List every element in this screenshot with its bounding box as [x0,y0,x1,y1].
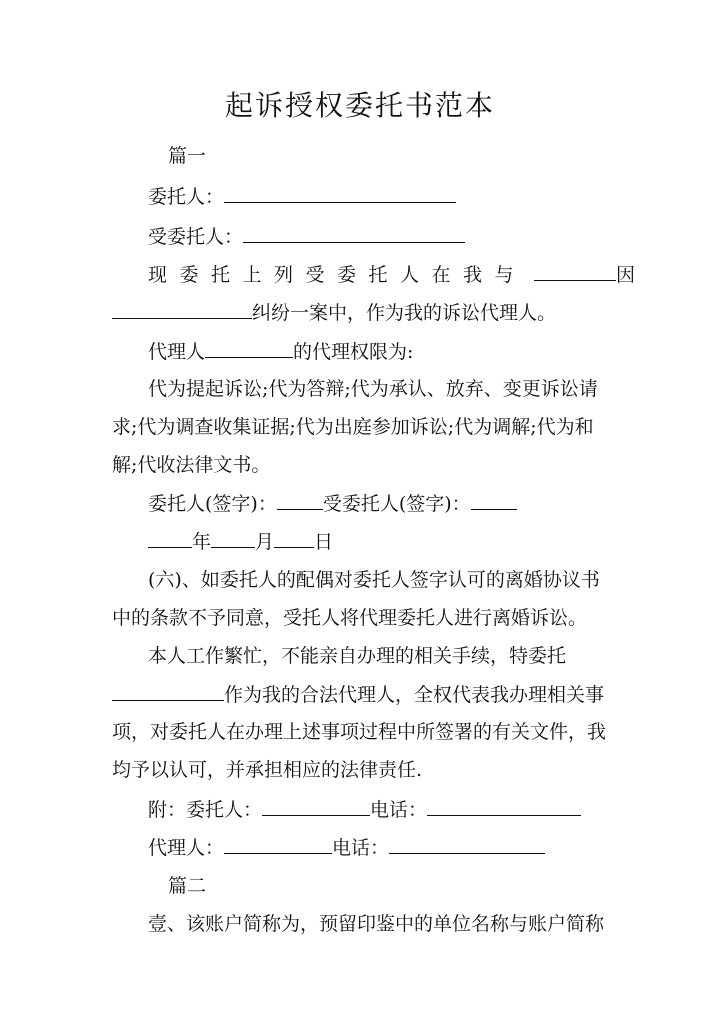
paragraph-7-line-2 [112,680,612,709]
paragraph-6-line-2: 中的条款不予同意，受托人将代理委托人进行离婚诉讼。 [112,607,588,629]
section-heading-1: 篇一 [168,145,207,167]
agent-line [148,222,648,251]
date-line [148,527,648,556]
month-label: 月 [255,531,275,553]
day-blank [274,527,314,548]
document-title: 起诉授权委托书范本 [224,89,495,122]
client-signature-label: 委托人(签字)： [148,493,277,515]
paragraph-3 [148,337,648,366]
paragraph-7-line-4: 均予以认可，并承担相应的法律责任. [112,759,423,781]
paragraph-7-line-3: 项，对委托人在办理上述事项过程中所签署的有关文件，我 [112,721,607,743]
client-label: 委托人： [148,186,225,208]
proxy-blank [205,337,293,358]
agent-contact-line [148,833,648,862]
year-blank [148,527,192,548]
agent-phone-label: 电话： [332,837,390,859]
paragraph-4-line-3: 解;代收法律文书。 [112,454,271,476]
agent-contact-blank [224,833,332,854]
paragraph-1-line-2-text: 纠纷一案中，作为我的诉讼代理人。 [252,302,557,324]
agent-signature-label: 受委托人(签字)： [322,493,471,515]
year-label: 年 [192,531,212,553]
dispute-blank [112,298,252,319]
client-blank [224,182,456,203]
paragraph-6-line-1: (六)、如委托人的配偶对委托人签字认可的离婚协议书 [148,569,600,591]
paragraph-8-line-1: 壹、该账户简称为，预留印鉴中的单位名称与账户简称 [148,913,605,935]
paragraph-4-line-1: 代为提起诉讼;代为答辩;代为承认、放弃、变更诉讼请 [148,378,598,400]
agent-phone-blank [389,833,545,854]
attachment-phone-label: 电话： [370,799,428,821]
paragraph-3-a: 代理人 [148,341,206,363]
paragraph-1-line-1 [148,260,648,289]
signature-line [148,489,648,518]
paragraph-1-end: 因 [616,264,636,286]
attachment-line [148,795,648,824]
agent-signature-blank [471,489,517,510]
paragraph-1-line-2 [112,298,612,327]
paragraph-3-b: 的代理权限为: [293,341,414,363]
delegate-blank [112,680,224,701]
month-blank [211,527,255,548]
attachment-phone-blank [427,795,581,816]
attachment-client-blank [262,795,370,816]
paragraph-4-line-2: 求;代为调查收集证据;代为出庭参加诉讼;代为调解;代为和 [112,416,594,438]
agent-blank [243,222,465,243]
section-heading-2: 篇二 [168,875,207,897]
agent-contact-label: 代理人： [148,837,225,859]
client-signature-blank [277,489,323,510]
paragraph-1-spaced-text: 现委托上列受委托人在我与 [148,264,527,286]
agent-label: 受委托人： [148,226,244,248]
paragraph-7-line-1: 本人工作繁忙，不能亲自办理的相关手续，特委托 [148,645,567,667]
attachment-client-label: 附：委托人： [148,799,263,821]
client-line [148,182,648,211]
paragraph-7-line-2-text: 作为我的合法代理人，全权代表我办理相关事 [224,684,605,706]
party-blank [534,260,616,281]
day-label: 日 [314,531,334,553]
